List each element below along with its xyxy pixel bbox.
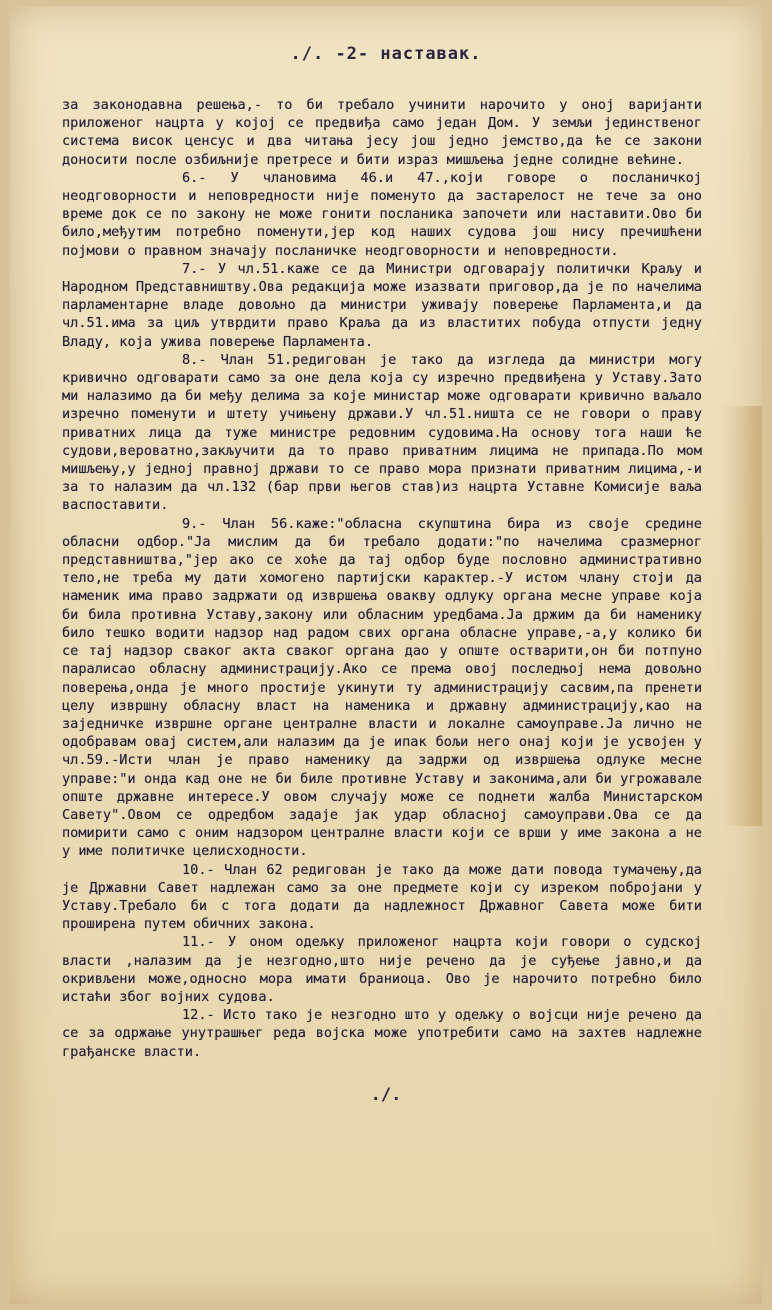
page-footer-mark: ./. — [370, 1085, 402, 1105]
paper-stain — [722, 406, 762, 826]
paragraph-9: 9.- Члан 56.каже:"обласна скупштина бира из своје средине обласни одбор."Ја мислим да би требало додати:"по начелима сразмерног представништва,"јер ако се хоће да тај одбор буде пословно административно тело,не треба му дати хомогено партијски карактер.-У истом члану стоји да наменик има право задржати од извршења овакву одлуку органа месне управе која би била противна Уставу,закону или обласним уредбама.Ја држим да би наменику било тешко водити надзор над радом свих органа обласне управе,-а,у колико би се тај надзор сваког акта сваког органа дао у опште остварити,он би потпуно паралисао обласну администрацију.Ако се према овој последњој нема довољно поверења,онда је много простије укинути ту администрацију сасвим,па пренети целу извршну обласну власт на наменика и државну администрацију,као на заједничке извршне органе централне власти и локалне самоуправе.Ја лично не одобравам овај систем,али налазим да је ипак бољи него онај који је усвојен у чл.59.-Исти члан је право наменику да задржи од извршења одлуке месне управе:"и онда кад оне не би биле противне Уставу и законима,али би угрожавале опште државне интересе.У овом случају може се поднети жалба Министарском Савету".Овом се одредбом задаје јак удар обласној самоуправи.Ова се да помирити само с оним надзором централне власти који се врши у име закона а не у име политичке целисходности. — [62, 515, 702, 860]
paragraph-8: 8.- Члан 51.редигован је тако да изгледа да министри могу кривично одговарати само за оне дела која су изречно предвиђена у Уставу.Зато ми налазимо да би међу делима за које министар може одговарати кривично ваљало изречно поменути и штету учињену држави.У чл.51.ништа се не говори о праву приватних лица да туже министре редовним судовима.На основу тога наши ће судови,вероватно,закључити да то право приватним лицима не припада.По мом мишљењу,у једној правној држави то се право мора признати приватним лицима,-и за то налазим да чл.132 (бар први његов став)из нацрта Уставне Комисије ваља васпоставити. — [62, 351, 702, 514]
paragraph-continuation: за законодавна решења,- то би требало учинити нарочито у оној варијанти приложеног нацрта у којој се предвиђа само један Дом. У земљи јединственог система висок ценсус и два читања јесу још једно јемство,да ће се закони доносити после озбиљније претресе и бити израз мишљења једне солидне већине. — [62, 97, 702, 168]
paragraph-12: 12.- Исто тако је незгодно што у одељку о војсци није речено да се за одржање унутрашњег реда војска може употребити само на захтев надлежне грађанске власти. — [62, 1007, 702, 1060]
paragraph-7: 7.- У чл.51.каже се да Министри одговарају политички Краљу и Народном Представништву.Ова редакција може изазвати приговор,да је по начелима парламентарне владе довољно да министри уживају поверење Парламента,и да чл.51.има за циљ утврдити право Краља да из властитих побуда отпусти једну Владу, која ужива поверење Парламента. — [62, 260, 702, 350]
page-header: ./. -2- наставак. — [290, 44, 482, 64]
paragraph-11: 11.- У оном одељку приложеног нацрта који говори о судској власти ,налазим да је незгодно,што није речено да је суђење јавно,и да окривљени може,односно мора имати браниоца. Ово је нарочито потребно било истаћи због војних судова. — [62, 934, 702, 1005]
document-body — [62, 96, 702, 1061]
paragraph-10: 10.- Члан 62 редигован је тако да може дати повода тумачењу,да је Државни Савет надлежан само за оне предмете који су изреком побројани у Уставу.Требало би с тога додати да надлежност Државног Савета може бити проширена путем обичних закона. — [62, 861, 702, 933]
paragraph-6: 6.- У члановима 46.и 47.,који говоре о посланичкој неодговорности и неповредности није поменуто да застарелост не тече за оно време док се по закону не може гонити посланика започети или наставити.Ово би било,међутим потребно поменути,јер код наших судова још нису пречишћени појмови о правном значају посланичке неодговорности и неповредности. — [62, 169, 702, 259]
